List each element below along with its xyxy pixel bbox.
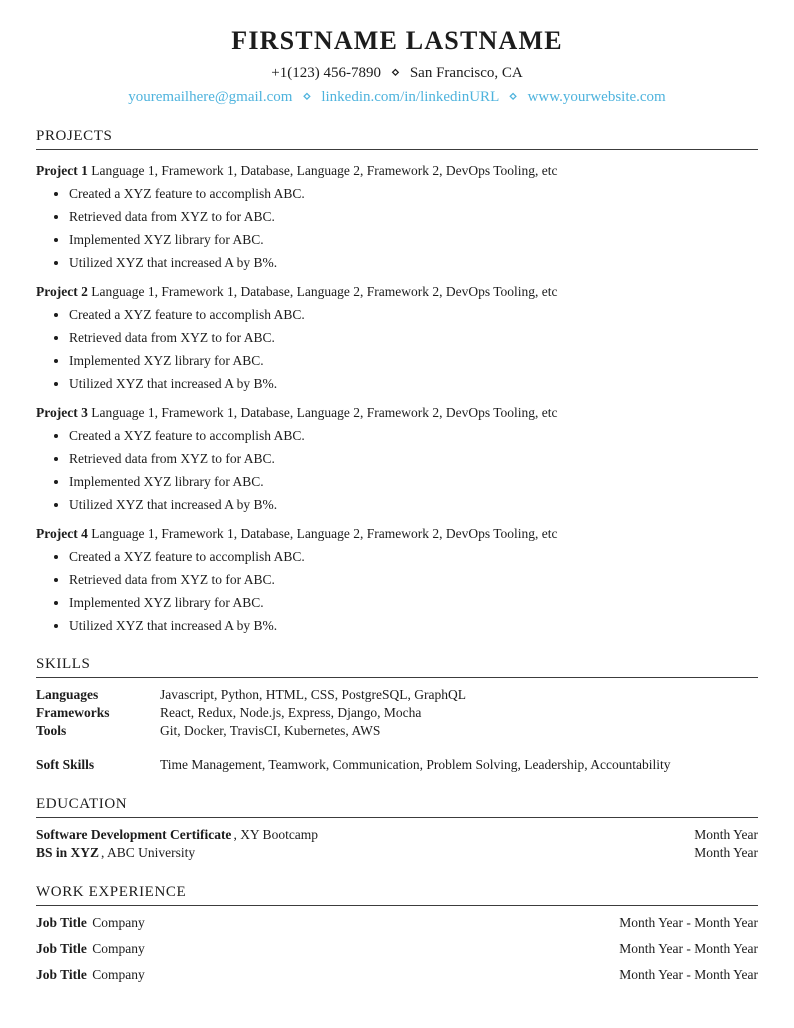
skill-category-label: Languages — [36, 687, 99, 702]
project-name: Project 1 — [36, 163, 88, 178]
job-dates: Month Year - Month Year — [619, 915, 758, 930]
education-degree-line — [36, 826, 318, 844]
bullet-item: • Retrieved data from XYZ to for ABC. — [69, 330, 758, 346]
skill-row — [36, 686, 758, 704]
skill-values: Git, Docker, TravisCI, Kubernetes, AWS — [160, 723, 381, 738]
section-title-projects: PROJECTS — [36, 128, 758, 150]
phone-number: +1(123) 456-7890 — [271, 65, 381, 81]
job-title: Job Title — [36, 941, 87, 956]
project-item — [36, 525, 758, 634]
skill-values: Time Management, Teamwork, Communication, Problem Solving, Leadership, Accountability — [160, 757, 671, 772]
education-row — [36, 844, 758, 862]
project-heading — [36, 525, 758, 542]
company-name: Company — [92, 941, 145, 956]
skill-row — [36, 722, 758, 740]
work-row — [36, 941, 758, 957]
skills-body — [36, 686, 758, 774]
project-item — [36, 283, 758, 392]
project-stack: Language 1, Framework 1, Database, Language 2, Framework 2, DevOps Tooling, etc — [91, 284, 558, 299]
project-stack: Language 1, Framework 1, Database, Language 2, Framework 2, DevOps Tooling, etc — [91, 163, 558, 178]
project-item — [36, 162, 758, 271]
section-title-education: EDUCATION — [36, 796, 758, 818]
bullet-item: • Utilized XYZ that increased A by B%. — [69, 497, 758, 513]
diamond-separator: ⋄ — [390, 65, 401, 81]
bullet-item: • Created a XYZ feature to accomplish ABC. — [69, 186, 758, 202]
bullet-item: • Created a XYZ feature to accomplish ABC. — [69, 307, 758, 323]
bullet-item: • Implemented XYZ library for ABC. — [69, 595, 758, 611]
school-name: , XY Bootcamp — [233, 827, 319, 842]
project-name: Project 3 — [36, 405, 88, 420]
bullet-item: • Retrieved data from XYZ to for ABC. — [69, 209, 758, 225]
education-row — [36, 826, 758, 844]
skill-values: Javascript, Python, HTML, CSS, PostgreSQL, GraphQL — [160, 687, 466, 702]
school-name: , ABC University — [101, 845, 196, 860]
skill-category-label: Frameworks — [36, 705, 110, 720]
skill-values: React, Redux, Node.js, Express, Django, Mocha — [160, 705, 422, 720]
project-heading — [36, 404, 758, 421]
diamond-separator: ⋄ — [508, 89, 518, 105]
company-name: Company — [92, 967, 145, 982]
degree-name: Software Development Certificate — [36, 827, 232, 842]
project-heading — [36, 283, 758, 300]
project-stack: Language 1, Framework 1, Database, Language 2, Framework 2, DevOps Tooling, etc — [91, 526, 558, 541]
job-dates: Month Year - Month Year — [619, 967, 758, 982]
skill-category-label: Tools — [36, 723, 67, 738]
work-row — [36, 915, 758, 931]
section-work-experience — [36, 884, 758, 983]
bullet-item: • Retrieved data from XYZ to for ABC. — [69, 451, 758, 467]
project-bullet-list — [36, 186, 758, 271]
email-link[interactable]: youremailhere@gmail.com — [128, 89, 293, 105]
bullet-item: • Implemented XYZ library for ABC. — [69, 232, 758, 248]
degree-name: BS in XYZ — [36, 845, 100, 860]
education-date: Month Year — [694, 827, 758, 842]
links-line — [36, 87, 758, 106]
company-name: Company — [92, 915, 145, 930]
linkedin-link[interactable]: linkedin.com/in/linkedinURL — [321, 89, 499, 105]
bullet-item: • Utilized XYZ that increased A by B%. — [69, 618, 758, 634]
skill-category-label: Soft Skills — [36, 757, 95, 772]
bullet-item: • Utilized XYZ that increased A by B%. — [69, 255, 758, 271]
project-name: Project 4 — [36, 526, 88, 541]
project-bullet-list — [36, 549, 758, 634]
job-dates: Month Year - Month Year — [619, 941, 758, 956]
project-bullet-list — [36, 307, 758, 392]
website-link[interactable]: www.yourwebsite.com — [527, 89, 666, 105]
section-projects — [36, 128, 758, 634]
bullet-item: • Created a XYZ feature to accomplish ABC. — [69, 428, 758, 444]
bullet-item: • Created a XYZ feature to accomplish ABC. — [69, 549, 758, 565]
contact-line — [36, 63, 758, 82]
soft-skills-row — [36, 756, 758, 774]
full-name: FIRSTNAME LASTNAME — [231, 26, 563, 55]
job-title-line — [36, 941, 145, 957]
project-bullet-list — [36, 428, 758, 513]
project-heading — [36, 162, 758, 179]
work-row — [36, 967, 758, 983]
skill-row — [36, 704, 758, 722]
location-text: San Francisco, CA — [409, 65, 523, 81]
bullet-item: • Utilized XYZ that increased A by B%. — [69, 376, 758, 392]
section-skills — [36, 656, 758, 774]
education-date: Month Year — [694, 845, 758, 860]
diamond-separator: ⋄ — [302, 89, 312, 105]
bullet-item: • Retrieved data from XYZ to for ABC. — [69, 572, 758, 588]
project-stack: Language 1, Framework 1, Database, Language 2, Framework 2, DevOps Tooling, etc — [91, 405, 558, 420]
section-title-work-experience: WORK EXPERIENCE — [36, 884, 758, 906]
section-education — [36, 796, 758, 862]
job-title-line — [36, 915, 145, 931]
resume-header — [36, 26, 758, 106]
project-item — [36, 404, 758, 513]
job-title: Job Title — [36, 967, 87, 982]
bullet-item: • Implemented XYZ library for ABC. — [69, 353, 758, 369]
bullet-item: • Implemented XYZ library for ABC. — [69, 474, 758, 490]
section-title-skills: SKILLS — [36, 656, 758, 678]
education-degree-line — [36, 844, 195, 862]
education-body — [36, 826, 758, 862]
job-title-line — [36, 967, 145, 983]
job-title: Job Title — [36, 915, 87, 930]
project-name: Project 2 — [36, 284, 88, 299]
